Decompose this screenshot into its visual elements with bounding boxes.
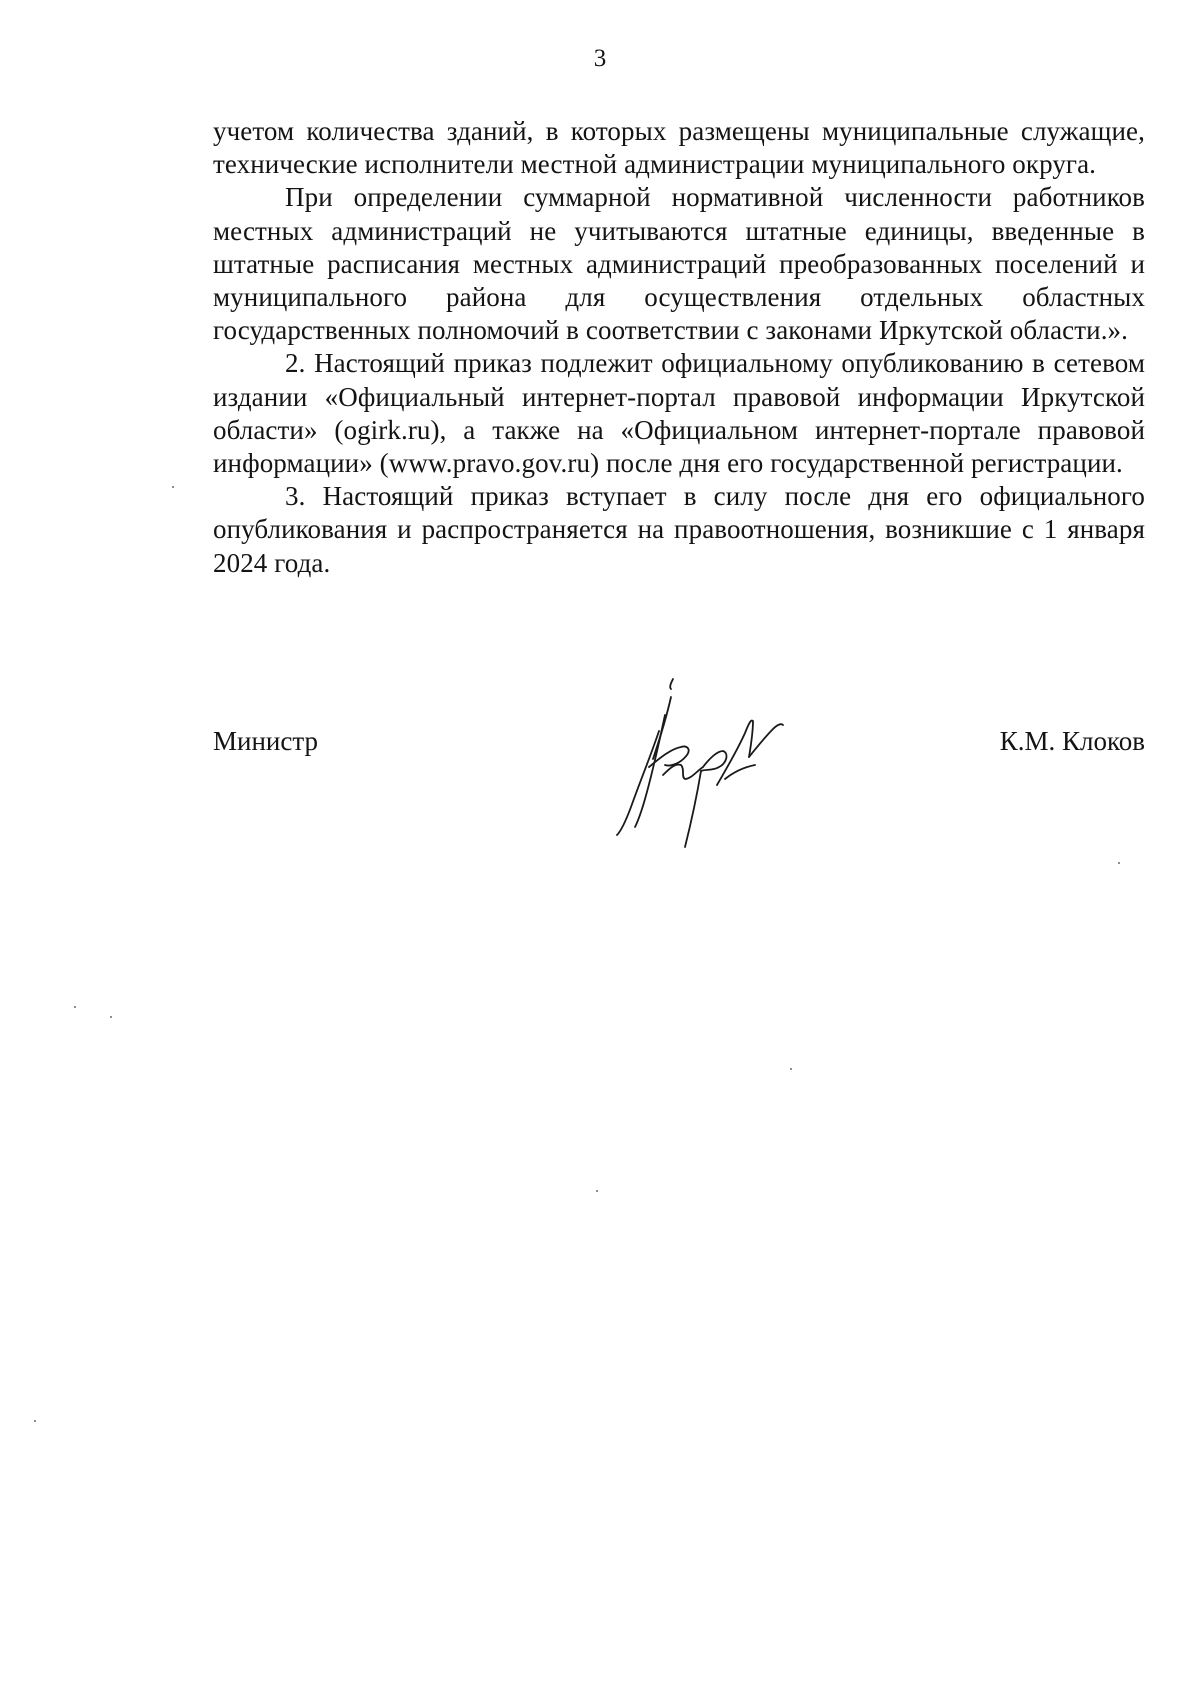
scan-speck bbox=[34, 1420, 36, 1422]
scan-speck bbox=[596, 1190, 598, 1192]
page-number: 3 bbox=[593, 45, 607, 72]
handwritten-signature bbox=[605, 675, 820, 855]
signer-title: Министр bbox=[213, 726, 318, 756]
document-body bbox=[213, 115, 1145, 580]
paragraph-effective-date: 3. Настоящий приказ вступает в силу после дня его официального опубликования и распространяется на правоотношения, возникшие с 1 января 2024 года. bbox=[213, 481, 1145, 578]
scan-speck bbox=[790, 1068, 792, 1070]
paragraph-staff-count: При определении суммарной нормативной численности работников местных администраций не учитываются штатные единицы, введенные в штатные расписания местных администраций преобразованных поселений и муниципального района для осуществления отдельных областных государственных полномочий в соответствии с законами Иркутской области.». bbox=[213, 182, 1145, 346]
paragraph-continuation: учетом количества зданий, в которых размещены муниципальные служащие, технические исполнители местной администрации муниципального округа. bbox=[213, 116, 1145, 180]
scan-speck bbox=[172, 486, 174, 488]
scan-speck bbox=[1118, 862, 1120, 864]
scan-speck bbox=[74, 1006, 76, 1008]
signer-name: К.М. Клоков bbox=[999, 726, 1145, 756]
paragraph-publication: 2. Настоящий приказ подлежит официальному опубликованию в сетевом издании «Официальный интернет-портал правовой информации Иркутской области» (ogirk.ru), а также на «Официальном интернет-портале правовой информации» (www.pravo.gov.ru) после дня его государственной регистрации. bbox=[213, 348, 1145, 479]
scan-speck bbox=[110, 1016, 112, 1018]
